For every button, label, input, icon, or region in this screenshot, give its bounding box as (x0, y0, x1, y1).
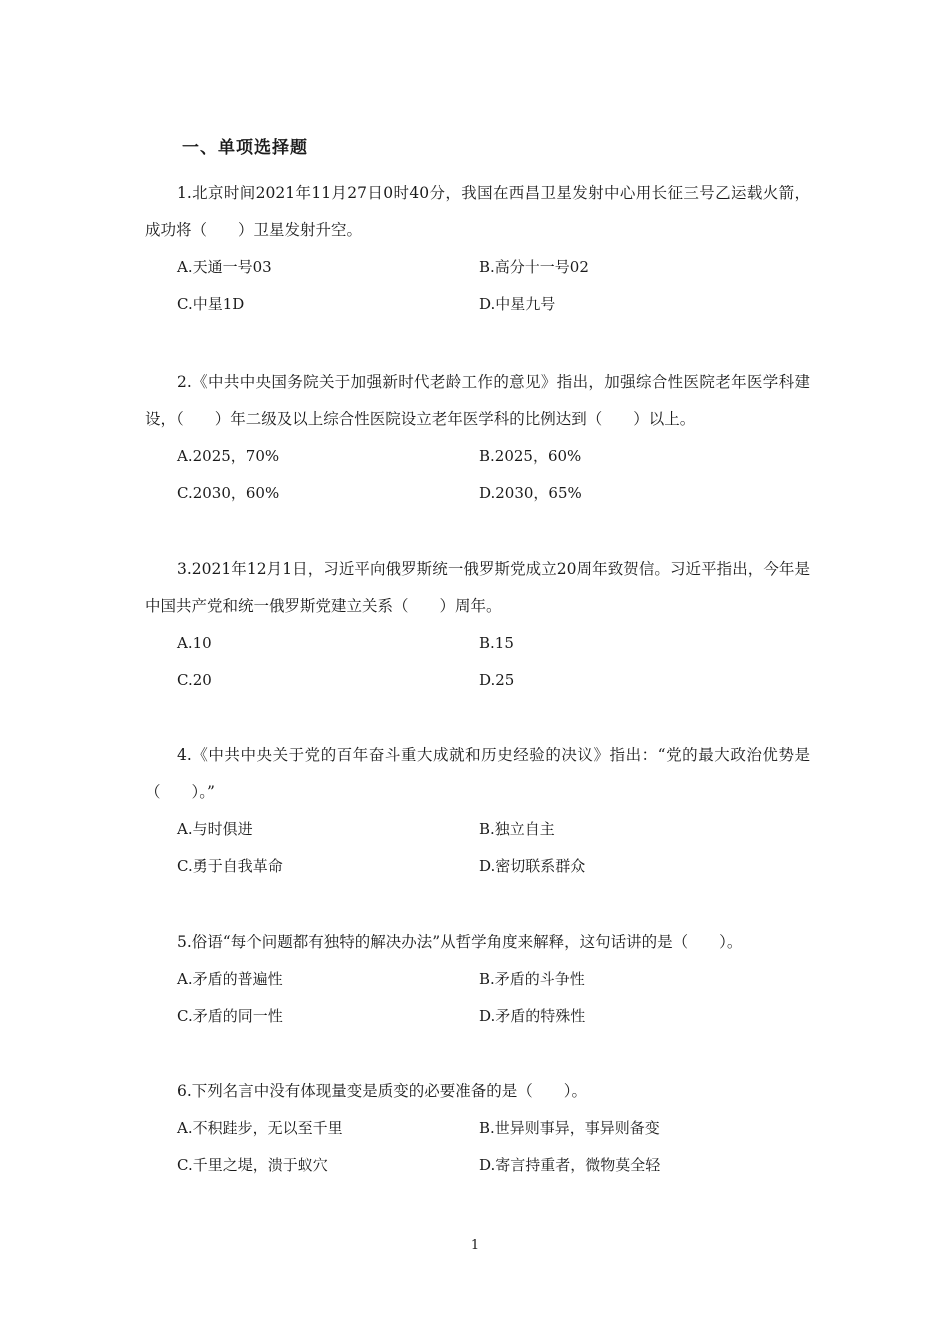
option-d: D.寄言持重者，微物莫全轻 (479, 1156, 661, 1174)
option-c: C.20 (177, 671, 212, 689)
question-3 (145, 551, 810, 699)
option-b: B.高分十一号02 (479, 258, 589, 276)
question-stem: 4.《中共中央关于党的百年奋斗重大成就和历史经验的决议》指出：“党的最大政治优势是（ ）。” (145, 746, 810, 801)
option-b: B.15 (479, 634, 514, 652)
option-d: D.矛盾的特殊性 (479, 1007, 586, 1025)
question-options (145, 961, 810, 1035)
page-number: 1 (470, 1238, 480, 1253)
question-stem: 2.《中共中央国务院关于加强新时代老龄工作的意见》指出，加强综合性医院老年医学科建设，（ ）年二级及以上综合性医院设立老年医学科的比例达到（ ）以上。 (145, 373, 810, 428)
question-4 (145, 737, 810, 885)
option-b: B.独立自主 (479, 820, 555, 838)
option-d: D.2030，65% (479, 484, 582, 502)
option-a: A.2025，70% (177, 447, 280, 465)
option-c: C.2030，60% (177, 484, 280, 502)
question-1 (145, 175, 810, 323)
question-options (145, 249, 810, 323)
option-a: A.不积跬步，无以至千里 (177, 1119, 343, 1137)
option-d: D.25 (479, 671, 515, 689)
option-c: C.勇于自我革命 (177, 857, 283, 875)
section-title: 一、单项选择题 (182, 138, 308, 158)
question-stem: 3.2021年12月1日，习近平向俄罗斯统一俄罗斯党成立20周年致贺信。习近平指出，今年是中国共产党和统一俄罗斯党建立关系（ ）周年。 (145, 560, 810, 615)
question-2 (145, 364, 810, 512)
option-a: A.天通一号03 (177, 258, 272, 276)
option-a: A.与时俱进 (177, 820, 253, 838)
question-options (145, 811, 810, 885)
question-5 (145, 924, 810, 1035)
option-b: B.世异则事异，事异则备变 (479, 1119, 660, 1137)
question-stem: 5.俗语“每个问题都有独特的解决办法”从哲学角度来解释，这句话讲的是（ ）。 (177, 933, 743, 951)
question-6 (145, 1073, 810, 1184)
question-stem: 6.下列名言中没有体现量变是质变的必要准备的是（ ）。 (177, 1082, 588, 1100)
option-b: B.矛盾的斗争性 (479, 970, 585, 988)
question-stem: 1.北京时间2021年11月27日0时40分，我国在西昌卫星发射中心用长征三号乙运载火箭，成功将（ ）卫星发射升空。 (145, 184, 810, 239)
option-c: C.中星1D (177, 295, 245, 313)
option-c: C.矛盾的同一性 (177, 1007, 283, 1025)
option-c: C.千里之堤，溃于蚁穴 (177, 1156, 328, 1174)
option-d: D.中星九号 (479, 295, 556, 313)
question-options (145, 1110, 810, 1184)
option-b: B.2025，60% (479, 447, 582, 465)
option-a: A.矛盾的普遍性 (177, 970, 283, 988)
question-options (145, 625, 810, 699)
question-options (145, 438, 810, 512)
option-a: A.10 (177, 634, 212, 652)
option-d: D.密切联系群众 (479, 857, 586, 875)
